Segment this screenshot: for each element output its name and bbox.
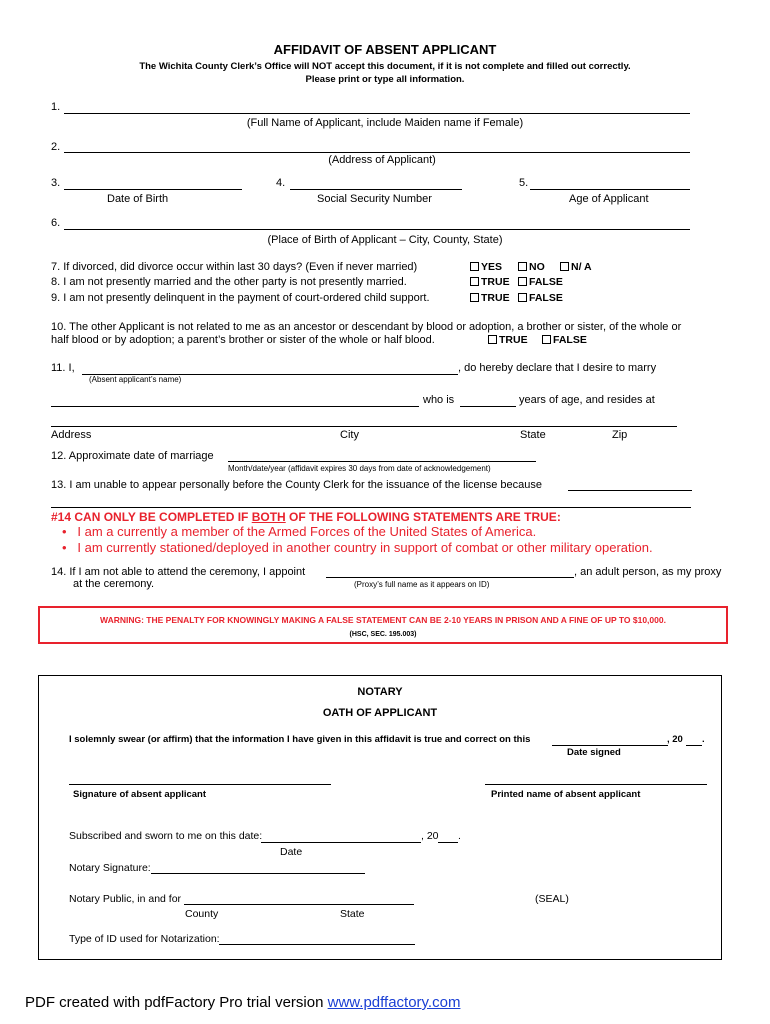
question-7: 7. If divorced, did divorce occur within last 30 days? (Even if never married): [51, 261, 418, 273]
notary-section: [38, 675, 722, 960]
subscribed-label: Subscribed and sworn to me on this date:: [69, 830, 263, 842]
signature-line[interactable]: [69, 784, 331, 785]
printed-name-line[interactable]: [485, 784, 707, 785]
oath-period: .: [702, 734, 705, 745]
zip-label: Zip: [612, 429, 628, 441]
warning-reference: (HSC, SEC. 195.003): [349, 631, 417, 638]
question-12: 12. Approximate date of marriage: [51, 450, 214, 462]
county-caption: County: [185, 908, 219, 920]
q7-yes-option[interactable]: YES: [470, 261, 502, 273]
place-of-birth-caption: (Place of Birth of Applicant – City, County, State): [267, 234, 503, 246]
subscribed-year-line[interactable]: [438, 842, 458, 843]
form-title: AFFIDAVIT OF ABSENT APPLICANT: [273, 42, 497, 57]
q7-na-option[interactable]: N/ A: [560, 261, 592, 273]
marriage-date-hint: Month/date/year (affidavit expires 30 days from date of acknowledgement): [228, 464, 491, 473]
checkbox-icon[interactable]: [470, 262, 479, 271]
printed-name-caption: Printed name of absent applicant: [491, 789, 641, 800]
checkbox-icon[interactable]: [560, 262, 569, 271]
notary-signature-label: Notary Signature:: [69, 862, 151, 874]
question-14-line-2: at the ceremony.: [73, 578, 155, 590]
question-11-start: 11. I,: [51, 362, 75, 374]
field-5-number: 5.: [519, 177, 529, 189]
notary-county-line[interactable]: [184, 904, 414, 905]
condition-bullet-1: • I am a currently a member of the Armed Forces of the United States of America.: [62, 524, 537, 539]
reason-line-1[interactable]: [568, 490, 692, 491]
subscribed-period: .: [458, 830, 461, 842]
date-of-birth-line[interactable]: [64, 189, 242, 190]
state-caption: State: [340, 908, 365, 920]
warning-box: [38, 606, 728, 644]
oath-statement: I solemnly swear (or affirm) that the information I have given in this affidavit is true and correct on this: [69, 734, 531, 745]
reason-line-2[interactable]: [51, 507, 691, 508]
q10-false-option[interactable]: FALSE: [542, 334, 587, 346]
q7-no-option[interactable]: NO: [518, 261, 545, 273]
resides-at-line[interactable]: [51, 426, 677, 427]
instructions-line-1: The Wichita County Clerk’s Office will NOT accept this document, if it is not complete and filled out correctly.: [139, 61, 631, 72]
q8-true-option[interactable]: TRUE: [470, 276, 510, 288]
field-4-number: 4.: [276, 177, 286, 189]
signature-caption: Signature of absent applicant: [73, 789, 207, 800]
question-10-line-2: half blood or by adoption; a parent’s brother or sister of the whole or half blood.: [51, 334, 435, 346]
field-3-number: 3.: [51, 177, 61, 189]
place-of-birth-line[interactable]: [64, 229, 690, 230]
warning-text: WARNING: THE PENALTY FOR KNOWINGLY MAKING A FALSE STATEMENT CAN BE 2-10 YEARS IN PRISON AND A FINE OF UP TO $10,000.: [100, 615, 666, 625]
question-8: 8. I am not presently married and the other party is not presently married.: [51, 276, 407, 288]
condition-bullet-2: • I am currently stationed/deployed in another country in support of combat or other military operation.: [62, 540, 653, 555]
checkbox-icon[interactable]: [470, 277, 479, 286]
full-name-caption: (Full Name of Applicant, include Maiden name if Female): [246, 117, 524, 129]
checkbox-icon[interactable]: [470, 293, 479, 302]
proxy-name-hint: (Proxy’s full name as it appears on ID): [354, 580, 490, 589]
subscribed-year-prefix: , 20: [421, 830, 439, 842]
condition-heading: #14 CAN ONLY BE COMPLETED IF BOTH OF THE FOLLOWING STATEMENTS ARE TRUE:: [51, 510, 561, 524]
question-10-line-1: 10. The other Applicant is not related to me as an ancestor or descendant by blood or adoption, a brother or sister, of the whole or: [51, 321, 682, 333]
question-14-start: 14. If I am not able to attend the ceremony, I appoint: [51, 566, 306, 578]
pdf-footer: [25, 994, 460, 1011]
years-age-label: years of age, and resides at: [519, 394, 655, 406]
state-label: State: [520, 429, 546, 441]
marriage-date-line[interactable]: [228, 461, 536, 462]
who-is-label: who is: [423, 394, 455, 406]
notary-signature-line[interactable]: [151, 873, 365, 874]
q9-true-option[interactable]: TRUE: [470, 292, 510, 304]
checkbox-icon[interactable]: [518, 293, 527, 302]
q8-false-option[interactable]: FALSE: [518, 276, 563, 288]
checkbox-icon[interactable]: [518, 262, 527, 271]
question-14-end: , an adult person, as my proxy: [574, 566, 722, 578]
date-signed-caption: Date signed: [567, 747, 621, 758]
subscribed-date-caption: Date: [280, 846, 303, 858]
age-caption: Age of Applicant: [569, 193, 649, 205]
date-signed-line[interactable]: [552, 745, 668, 746]
proxy-name-line[interactable]: [326, 577, 574, 578]
question-13: 13. I am unable to appear personally before the County Clerk for the issuance of the license because: [51, 479, 543, 491]
id-type-line[interactable]: [219, 944, 415, 945]
city-label: City: [340, 429, 359, 441]
q10-true-option[interactable]: TRUE: [488, 334, 528, 346]
instructions-line-2: Please print or type all information.: [305, 74, 465, 85]
field-6-number: 6.: [51, 217, 61, 229]
full-name-line[interactable]: [64, 113, 690, 114]
q9-false-option[interactable]: FALSE: [518, 292, 563, 304]
absent-applicant-name-hint: (Absent applicant’s name): [89, 375, 182, 384]
id-type-label: Type of ID used for Notarization:: [69, 933, 220, 945]
checkbox-icon[interactable]: [542, 335, 551, 344]
checkbox-icon[interactable]: [518, 277, 527, 286]
ssn-line[interactable]: [290, 189, 462, 190]
seal-label: (SEAL): [535, 893, 569, 905]
oath-year-line[interactable]: [686, 745, 702, 746]
absent-applicant-name-2-line[interactable]: [51, 406, 419, 407]
address-line[interactable]: [64, 152, 690, 153]
question-9: 9. I am not presently delinquent in the payment of court-ordered child support.: [51, 292, 430, 304]
subscribed-date-line[interactable]: [261, 842, 421, 843]
notary-public-label: Notary Public, in and for: [69, 893, 182, 905]
oath-year-prefix: , 20: [667, 734, 683, 745]
address-label: Address: [51, 429, 92, 441]
age-line[interactable]: [530, 189, 690, 190]
address-caption: (Address of Applicant): [328, 154, 436, 166]
field-2-number: 2.: [51, 141, 61, 153]
oath-title: OATH OF APPLICANT: [322, 707, 438, 719]
years-of-age-line[interactable]: [460, 406, 516, 407]
checkbox-icon[interactable]: [488, 335, 497, 344]
notary-title: NOTARY: [357, 686, 403, 698]
footer-link[interactable]: www.pdffactory.com: [327, 994, 461, 1011]
field-1-number: 1.: [51, 101, 61, 113]
footer-text: PDF created with pdfFactory Pro trial version: [25, 994, 328, 1011]
ssn-caption: Social Security Number: [317, 193, 432, 205]
question-11-end: , do hereby declare that I desire to marry: [458, 362, 657, 374]
date-of-birth-caption: Date of Birth: [107, 193, 169, 205]
